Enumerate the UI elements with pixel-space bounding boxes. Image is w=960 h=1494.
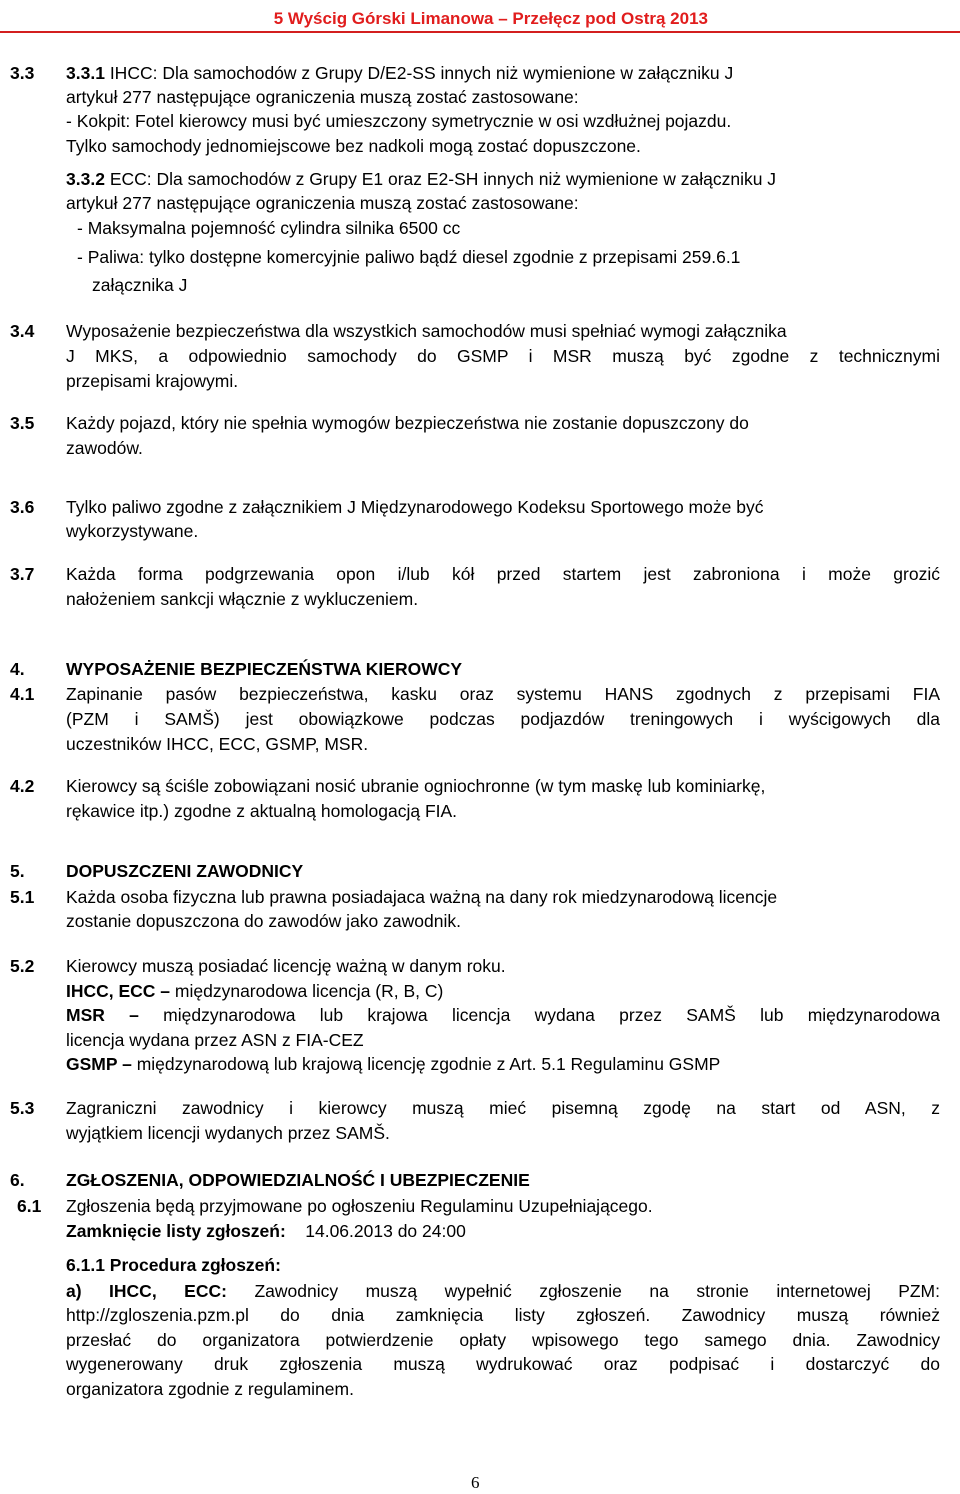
section-3-3-number: 3.3 <box>10 63 35 83</box>
procedure-a-line-5: organizatora zgodnie z regulaminem. <box>66 1379 354 1399</box>
section-3-3-2-line-3: - Maksymalna pojemność cylindra silnika 6500 cc <box>77 218 461 238</box>
section-5-3-line-2: wyjątkiem licencji wydanych przez SAMŠ. <box>66 1123 390 1143</box>
section-3-3-2-line-1: 3.3.2 ECC: Dla samochodów z Grupy E1 oraz E2-SH innych niż wymienione w załączniku J <box>66 169 777 189</box>
section-3-6-number: 3.6 <box>10 497 35 517</box>
section-4-1-number: 4.1 <box>10 684 35 704</box>
section-5-3-line-1: Zagraniczni zawodnicy i kierowcy muszą mieć pisemną zgodę na start od ASN, z <box>66 1098 940 1118</box>
section-3-3-2-line-5: załącznika J <box>92 275 188 295</box>
section-3-7-line-1: Każda forma podgrzewania opon i/lub kół przed startem jest zabroniona i może grozić <box>66 564 940 584</box>
procedure-a-line-3: przesłać do organizatora potwierdzenie opłaty wpisowego tego samego dnia. Zawodnicy <box>66 1330 940 1350</box>
section-3-5-line-2: zawodów. <box>66 438 143 458</box>
section-3-4-line-3: przepisami krajowymi. <box>66 371 239 391</box>
section-5-title: DOPUSZCZENI ZAWODNICY <box>66 861 304 881</box>
procedure-a-line-4: wygenerowany druk zgłoszenia muszą wydrukować oraz podpisać i dostarczyć do <box>66 1354 940 1374</box>
section-3-7-number: 3.7 <box>10 564 35 584</box>
section-3-3-2-line-4: - Paliwa: tylko dostępne komercyjnie paliwo bądź diesel zgodnie z przepisami 259.6.1 <box>77 247 741 267</box>
section-5-2-number: 5.2 <box>10 956 35 976</box>
section-3-5-line-1: Każdy pojazd, który nie spełnia wymogów bezpieczeństwa nie zostanie dopuszczony do <box>66 413 749 433</box>
section-5-2-line-1: Kierowcy muszą posiadać licencję ważną w danym roku. <box>66 956 506 976</box>
section-3-4-number: 3.4 <box>10 321 35 341</box>
section-6-1-number: 6.1 <box>17 1196 42 1216</box>
licence-msr: MSR – międzynarodowa lub krajowa licencja wydana przez SAMŠ lub międzynarodowa <box>66 1005 941 1025</box>
section-6-1-line-1: Zgłoszenia będą przyjmowane po ogłoszeniu Regulaminu Uzupełniającego. <box>66 1196 653 1216</box>
procedure-title: 6.1.1 Procedura zgłoszeń: <box>66 1255 281 1275</box>
procedure-a-line-2: http://zgloszenia.pzm.pl do dnia zamknięcia listy zgłoszeń. Zawodnicy muszą również <box>66 1305 940 1325</box>
header-rule <box>0 31 960 33</box>
section-3-6-line-2: wykorzystywane. <box>66 521 199 541</box>
section-6-title: ZGŁOSZENIA, ODPOWIEDZIALNOŚĆ I UBEZPIECZENIE <box>66 1170 530 1190</box>
section-5-1-line-2: zostanie dopuszczona do zawodów jako zawodnik. <box>66 911 461 931</box>
registration-close: Zamknięcie listy zgłoszeń: 14.06.2013 do 24:00 <box>66 1221 466 1241</box>
page-header-title: 5 Wyścig Górski Limanowa – Przełęcz pod Ostrą 2013 <box>273 9 708 28</box>
section-5-3-number: 5.3 <box>10 1098 35 1118</box>
section-5-1-line-1: Każda osoba fizyczna lub prawna posiadajaca ważną na dany rok miedzynarodową licencje <box>66 887 778 907</box>
section-5-1-number: 5.1 <box>10 887 35 907</box>
section-4-1-line-3: uczestników IHCC, ECC, GSMP, MSR. <box>66 734 369 754</box>
section-4-2-line-1: Kierowcy są ściśle zobowiązani nosić ubranie ogniochronne (w tym maskę lub kominiarkę, <box>66 776 766 796</box>
section-4-title: WYPOSAŻENIE BEZPIECZEŃSTWA KIEROWCY <box>66 659 463 679</box>
section-4-2-line-2: rękawice itp.) zgodne z aktualną homologacją FIA. <box>66 801 458 821</box>
section-3-7-line-2: nałożeniem sankcji włącznie z wykluczeniem. <box>66 589 419 609</box>
page-number: 6 <box>471 1473 480 1492</box>
section-4-1-line-2: (PZM i SAMŠ) jest obowiązkowe podczas podjazdów treningowych i wyścigowych dla <box>66 709 940 729</box>
section-6-number: 6. <box>10 1170 25 1190</box>
section-3-3-2-line-2: artykuł 277 następujące ograniczenia muszą zostać zastosowane: <box>66 193 579 213</box>
section-4-1-line-1: Zapinanie pasów bezpieczeństwa, kasku oraz systemu HANS zgodnych z przepisami FIA <box>66 684 940 704</box>
licence-ihcc-ecc: IHCC, ECC – międzynarodowa licencja (R, B, C) <box>66 981 444 1001</box>
section-4-2-number: 4.2 <box>10 776 35 796</box>
section-3-4-line-2: J MKS, a odpowiednio samochody do GSMP i MSR muszą być zgodne z technicznymi <box>66 346 940 366</box>
licence-msr-line-2: licencja wydana przez ASN z FIA-CEZ <box>66 1030 364 1050</box>
section-3-3-1-line-4: Tylko samochody jednomiejscowe bez nadkoli mogą zostać dopuszczone. <box>66 136 641 156</box>
procedure-a-line-1: a) IHCC, ECC: Zawodnicy muszą wypełnić zgłoszenie na stronie internetowej PZM: <box>66 1281 940 1301</box>
section-3-3-1-line-3: - Kokpit: Fotel kierowcy musi być umieszczony symetrycznie w osi wzdłużnej pojazdu. <box>66 111 732 131</box>
section-3-4-line-1: Wyposażenie bezpieczeństwa dla wszystkich samochodów musi spełniać wymogi załącznika <box>66 321 787 341</box>
licence-gsmp: GSMP – międzynarodową lub krajową licencję zgodnie z Art. 5.1 Regulaminu GSMP <box>66 1054 721 1074</box>
section-3-6-line-1: Tylko paliwo zgodne z załącznikiem J Międzynarodowego Kodeksu Sportowego może być <box>66 497 764 517</box>
section-3-3-1-line-1: 3.3.1 IHCC: Dla samochodów z Grupy D/E2-SS innych niż wymienione w załączniku J <box>66 63 734 83</box>
section-5-number: 5. <box>10 861 25 881</box>
section-3-3-1-line-2: artykuł 277 następujące ograniczenia muszą zostać zastosowane: <box>66 87 579 107</box>
section-4-number: 4. <box>10 659 25 679</box>
section-3-5-number: 3.5 <box>10 413 35 433</box>
